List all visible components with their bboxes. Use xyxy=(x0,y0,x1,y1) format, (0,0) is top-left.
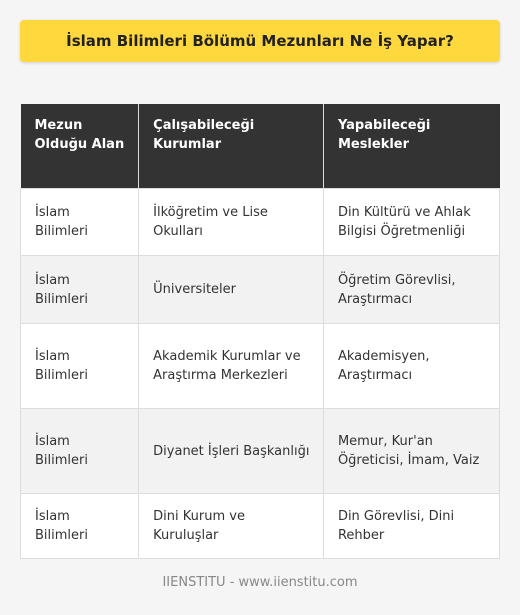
cell-institution: Üniversiteler xyxy=(139,256,324,324)
graduates-table xyxy=(20,104,500,559)
cell-field: İslam Bilimleri xyxy=(21,189,139,256)
cell-institution: İlköğretim ve Lise Okulları xyxy=(139,189,324,256)
cell-profession: Din Görevlisi, Dini Rehber xyxy=(323,494,499,559)
header-graduated-field: Mezun Olduğu Alan xyxy=(21,104,139,189)
table-header-row xyxy=(21,104,500,189)
cell-field: İslam Bilimleri xyxy=(21,256,139,324)
page-title: İslam Bilimleri Bölümü Mezunları Ne İş Yapar? xyxy=(66,32,454,50)
table-row xyxy=(21,494,500,559)
table-row xyxy=(21,409,500,494)
cell-field: İslam Bilimleri xyxy=(21,494,139,559)
cell-institution: Dini Kurum ve Kuruluşlar xyxy=(139,494,324,559)
header-professions: Yapabileceği Meslekler xyxy=(323,104,499,189)
cell-profession: Memur, Kur'an Öğreticisi, İmam, Vaiz xyxy=(323,409,499,494)
table-row xyxy=(21,324,500,409)
cell-profession: Din Kültürü ve Ahlak Bilgisi Öğretmenliği xyxy=(323,189,499,256)
footer-credit: IIENSTITU - www.iienstitu.com xyxy=(162,575,358,590)
cell-institution: Diyanet İşleri Başkanlığı xyxy=(139,409,324,494)
cell-field: İslam Bilimleri xyxy=(21,324,139,409)
cell-profession: Öğretim Görevlisi, Araştırmacı xyxy=(323,256,499,324)
title-banner xyxy=(20,20,500,62)
header-institutions: Çalışabileceği Kurumlar xyxy=(139,104,324,189)
table-row xyxy=(21,256,500,324)
cell-institution: Akademik Kurumlar ve Araştırma Merkezleri xyxy=(139,324,324,409)
cell-field: İslam Bilimleri xyxy=(21,409,139,494)
table-row xyxy=(21,189,500,256)
cell-profession: Akademisyen, Araştırmacı xyxy=(323,324,499,409)
